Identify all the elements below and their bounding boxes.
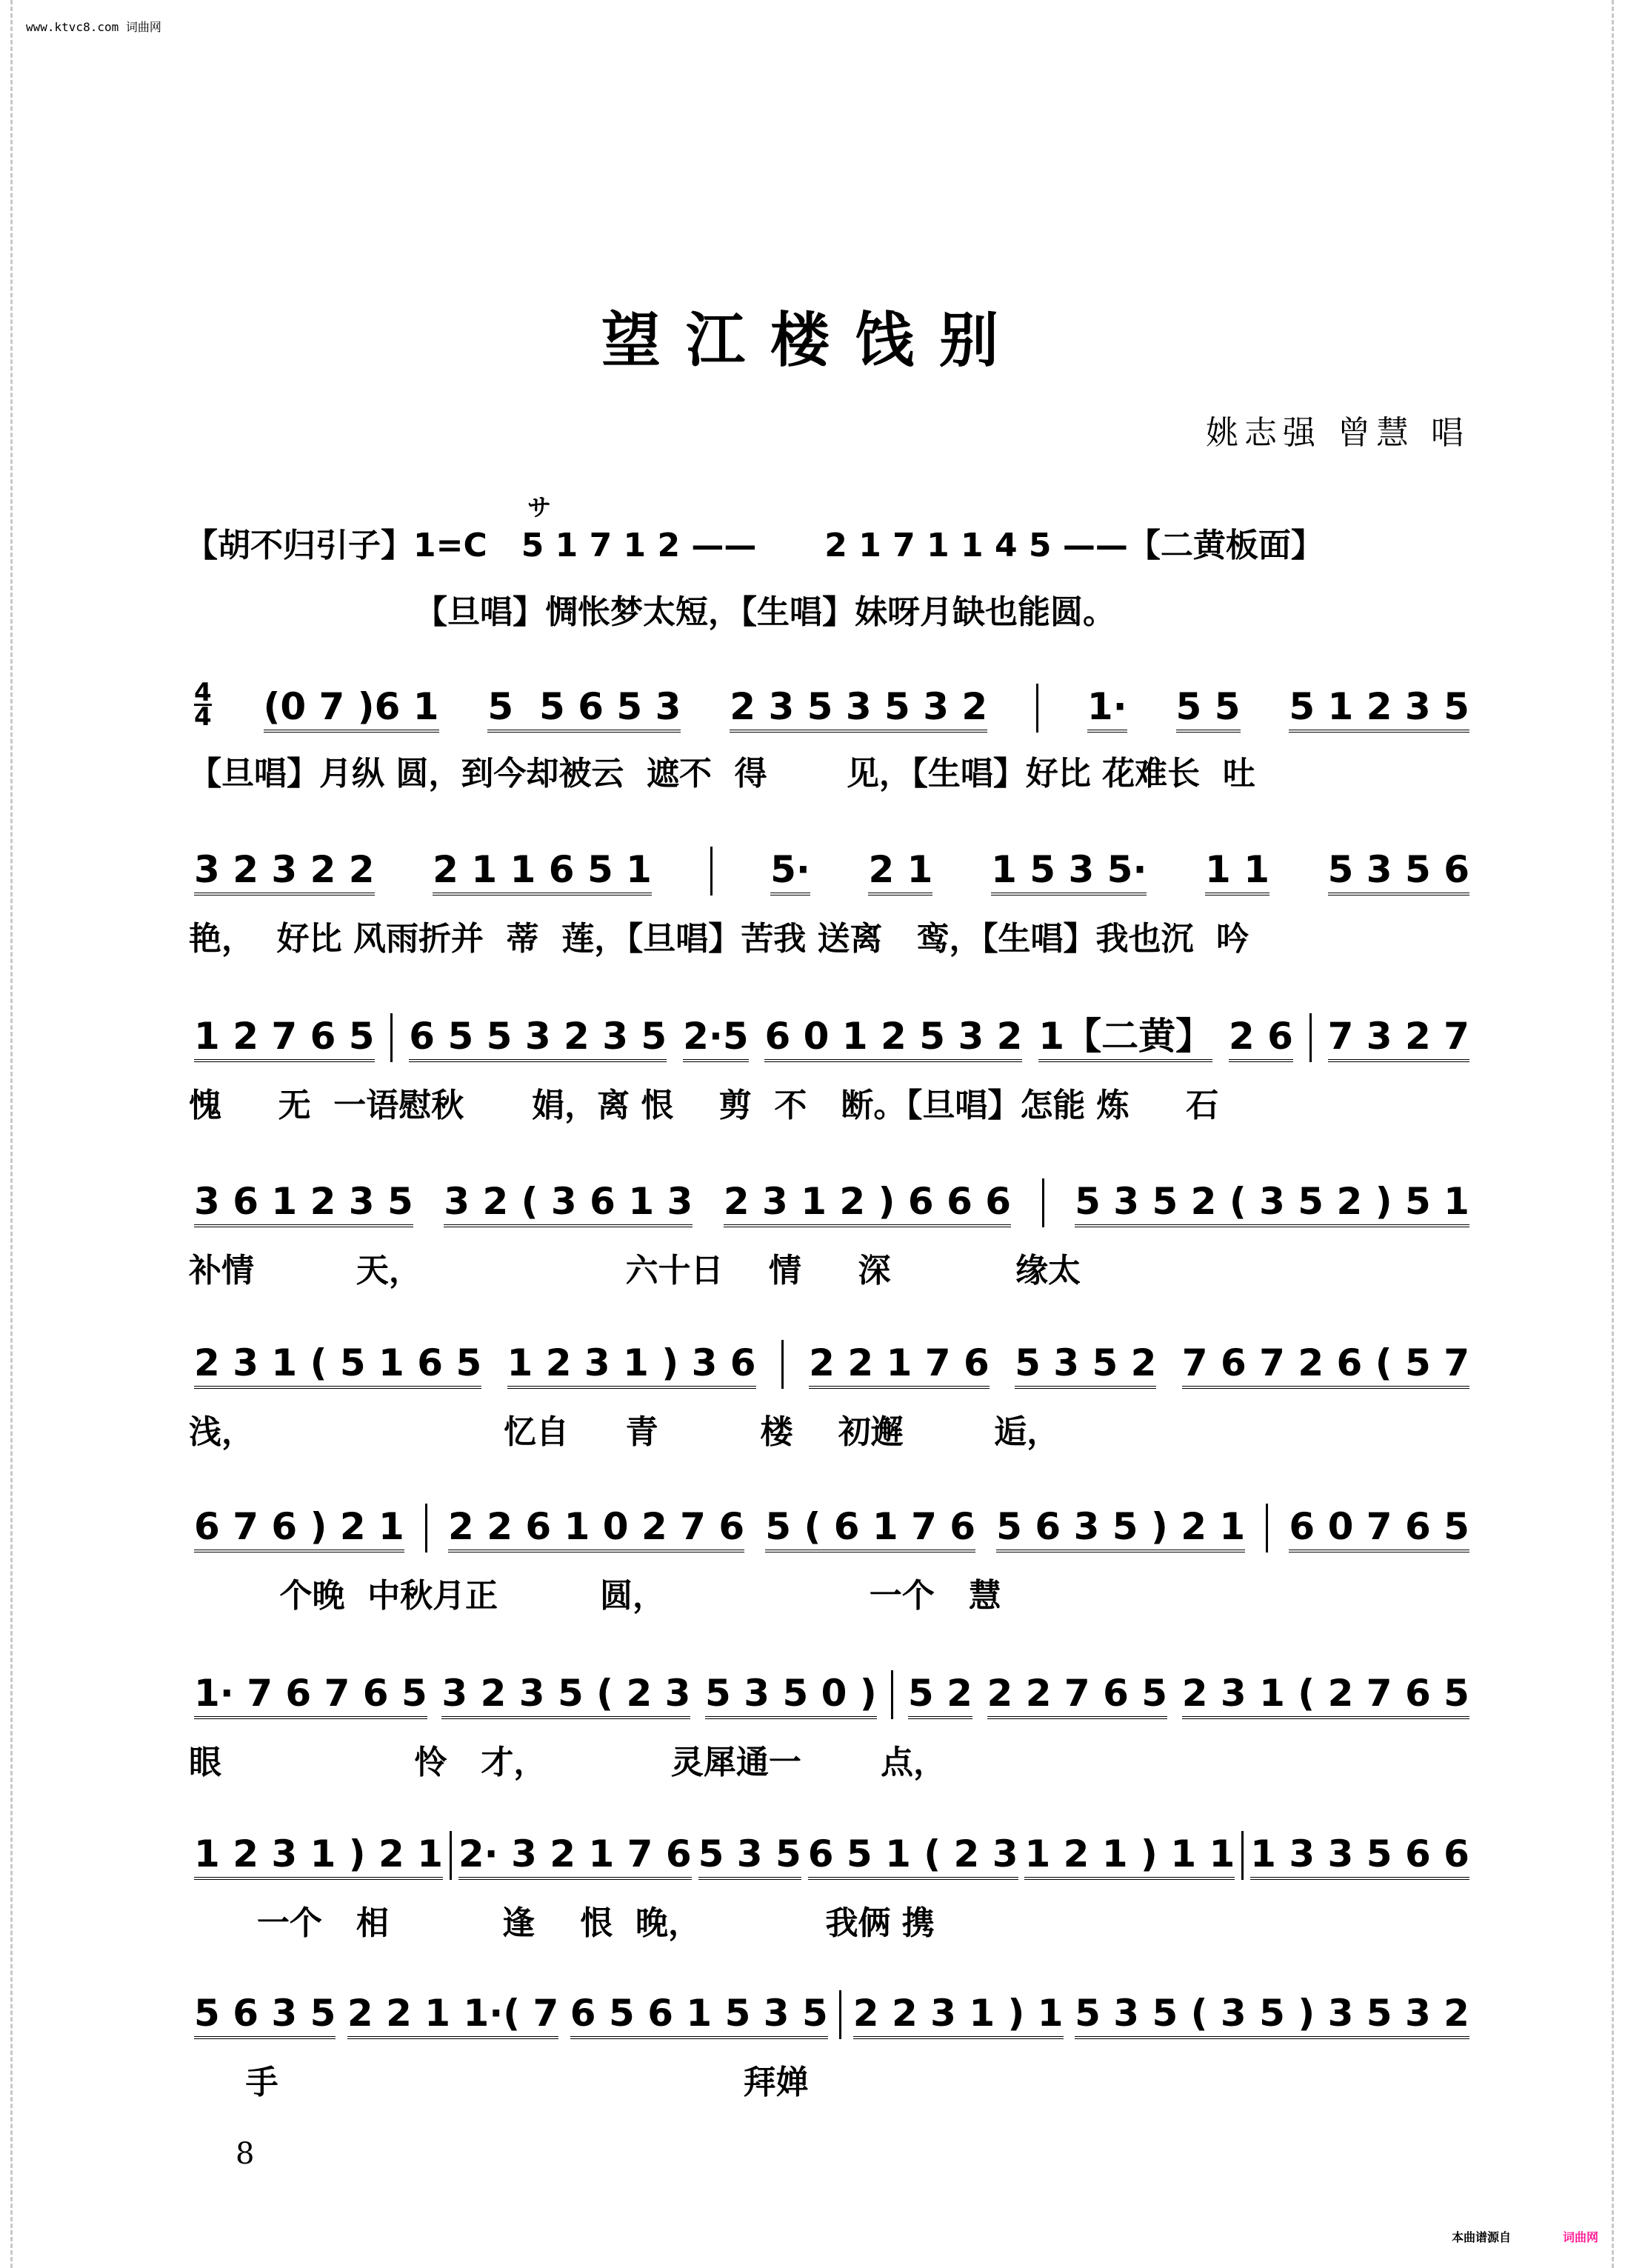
- note-group: 3 2 3 5 ( 2 3: [441, 1675, 690, 1719]
- note-group: 5 3 5 2 ( 3 5 2 ) 5 1: [1075, 1183, 1469, 1227]
- note-group: 2 2 3 1 ) 1: [853, 1995, 1064, 2039]
- time-signature-top: 4: [194, 678, 212, 707]
- lyric-line: 眼 怜 才， 灵犀通一 点，: [189, 1744, 947, 1781]
- notation-row: [194, 1504, 1469, 1552]
- notation-row: [194, 1831, 1469, 1880]
- note-group: 3 6 1 2 3 5: [194, 1183, 413, 1227]
- lyric-line: 补情 天， 六十日 情 深 缘太: [189, 1252, 1081, 1290]
- note-group: 3 2 ( 3 6 1 3: [444, 1183, 693, 1227]
- note-group: 5 3 5 ( 3 5 ) 3 5 3 2: [1075, 1995, 1469, 2039]
- time-signature-bottom: 4: [194, 702, 212, 732]
- note-group: 5 6 3 5: [194, 1995, 336, 2039]
- note-group: 2· 3 2 1 7 6: [458, 1835, 692, 1880]
- note-group: 5 3 5: [698, 1835, 801, 1880]
- bar-line: [839, 1990, 841, 2039]
- note-group: 7 6 7 2 6 ( 5 7: [1182, 1344, 1469, 1389]
- note-group: 2 2 6 1 0 2 7 6: [448, 1508, 744, 1552]
- note-group: 7 3 2 7: [1328, 1018, 1469, 1062]
- note-group: 5 2: [908, 1675, 972, 1719]
- bar-line: [891, 1670, 893, 1719]
- note-group: 5 ( 6 1 7 6: [765, 1508, 975, 1552]
- intro-notation: 【胡不归引子】1=C 5 1 7 1 2 —— 2 1 7 1 1 4 5 ——【二黄板面】: [185, 527, 1324, 564]
- lyric-line: 一个 相 逢 恨 晚， 我俩 携: [189, 1904, 935, 1942]
- note-group: (0 7 )6 1: [264, 688, 439, 733]
- notation-row: [194, 1013, 1469, 1062]
- song-title: 望江楼饯别: [601, 305, 1024, 375]
- notation-row: [194, 1178, 1469, 1227]
- bar-line: [1042, 1178, 1044, 1227]
- footer-source: 本曲谱源自: [1452, 2230, 1512, 2244]
- bar-line: [710, 847, 713, 895]
- notation-row: [194, 1670, 1469, 1719]
- free-meter-mark: サ: [527, 493, 552, 521]
- note-group: 5 5 6 5 3: [487, 688, 681, 733]
- notation-row: [194, 1340, 1469, 1389]
- note-group: 2 3 1 ( 5 1 6 5: [194, 1344, 481, 1389]
- bar-line: [1266, 1504, 1268, 1552]
- note-group: 6 5 1 ( 2 3: [808, 1835, 1018, 1880]
- lyric-line: 浅， 忆自 青 楼 初邂 逅，: [189, 1413, 1060, 1451]
- bar-line: [450, 1831, 452, 1880]
- note-group: 3 2 3 2 2: [194, 851, 375, 895]
- lyric-line: 【旦唱】月纵 圆，到今却被云 遮不 得 见，【生唱】好比 花难长 吐: [189, 755, 1255, 793]
- lyric-line: 个晚 中秋月正 圆， 一个 慧: [189, 1577, 1001, 1615]
- note-group: 1 2 3 1 ) 2 1: [194, 1835, 443, 1880]
- note-group: 5·: [770, 851, 810, 895]
- note-group: 5 1 2 3 5: [1289, 688, 1469, 733]
- bar-line: [425, 1504, 427, 1552]
- lyric-line: 艳， 好比 风雨折并 蒂 莲，【旦唱】苦我 送离 鸾，【生唱】我也沉 吟: [189, 920, 1249, 958]
- note-group: 2 6: [1229, 1018, 1293, 1062]
- note-group: 2 3 1 ( 2 7 6 5: [1182, 1675, 1469, 1719]
- note-group: 2 3 5 3 5 3 2: [730, 688, 987, 733]
- note-group: 6 0 1 2 5 3 2: [764, 1018, 1022, 1062]
- notation-row: [194, 1990, 1469, 2039]
- note-group: 5 5: [1176, 688, 1241, 733]
- note-group: 2 1: [868, 851, 932, 895]
- note-group: 2 2 1 1·( 7: [347, 1995, 558, 2039]
- lyric-line: 愧 无 一语慰秋 娟，离 恨 剪 不 断。【旦唱】怎能 炼 石: [189, 1087, 1219, 1124]
- note-group: 1 2 3 1 ) 3 6: [507, 1344, 756, 1389]
- page-number: 8: [236, 2137, 255, 2171]
- note-group: 1 2 1 ) 1 1: [1024, 1835, 1235, 1880]
- note-group: 2 3 1 2 ) 6 6 6: [724, 1183, 1011, 1227]
- bar-line: [781, 1340, 784, 1389]
- bar-line: [390, 1013, 393, 1062]
- note-group: 6 5 5 3 2 3 5: [409, 1018, 667, 1062]
- bar-line: [1241, 1831, 1244, 1880]
- note-group: 5 3 5 2: [1015, 1344, 1156, 1389]
- note-group: 6 5 6 1 5 3 5: [570, 1995, 828, 2039]
- note-group: 2 2 1 7 6: [809, 1344, 990, 1389]
- singer-credit: 姚志强 曾慧 唱: [1206, 414, 1469, 452]
- note-group: 5 6 3 5 ) 2 1: [996, 1508, 1245, 1552]
- note-group: 6 7 6 ) 2 1: [194, 1508, 404, 1552]
- note-group: 1【二黄】: [1038, 1018, 1212, 1062]
- note-group: 1·: [1087, 688, 1127, 733]
- note-group: 2 2 7 6 5: [987, 1675, 1168, 1719]
- bar-line: [1309, 1013, 1312, 1062]
- notation-row: [194, 847, 1469, 895]
- note-group: 5 3 5 0 ): [705, 1675, 877, 1719]
- notation-row: [194, 678, 1469, 733]
- bar-line: [1036, 684, 1038, 733]
- note-group: 6 0 7 6 5: [1289, 1508, 1469, 1552]
- footer-brand: 词曲网: [1563, 2230, 1599, 2244]
- lyric-line: 手 拜婵: [189, 2064, 809, 2101]
- note-group: 5 3 5 6: [1328, 851, 1469, 895]
- note-group: 2·5: [683, 1018, 749, 1062]
- intro-lyric: 【旦唱】惆怅梦太短，【生唱】妹呀月缺也能圆。: [415, 593, 1115, 631]
- note-group: 1 3 3 5 6 6: [1250, 1835, 1469, 1880]
- note-group: 2 1 1 6 5 1: [433, 851, 652, 895]
- note-group: 1 2 7 6 5: [194, 1018, 375, 1062]
- site-url: www.ktvc8.com 词曲网: [26, 20, 161, 34]
- time-signature: [194, 678, 212, 733]
- note-group: 1 1: [1205, 851, 1269, 895]
- note-group: 1 5 3 5·: [991, 851, 1147, 895]
- note-group: 1· 7 6 7 6 5: [194, 1675, 427, 1719]
